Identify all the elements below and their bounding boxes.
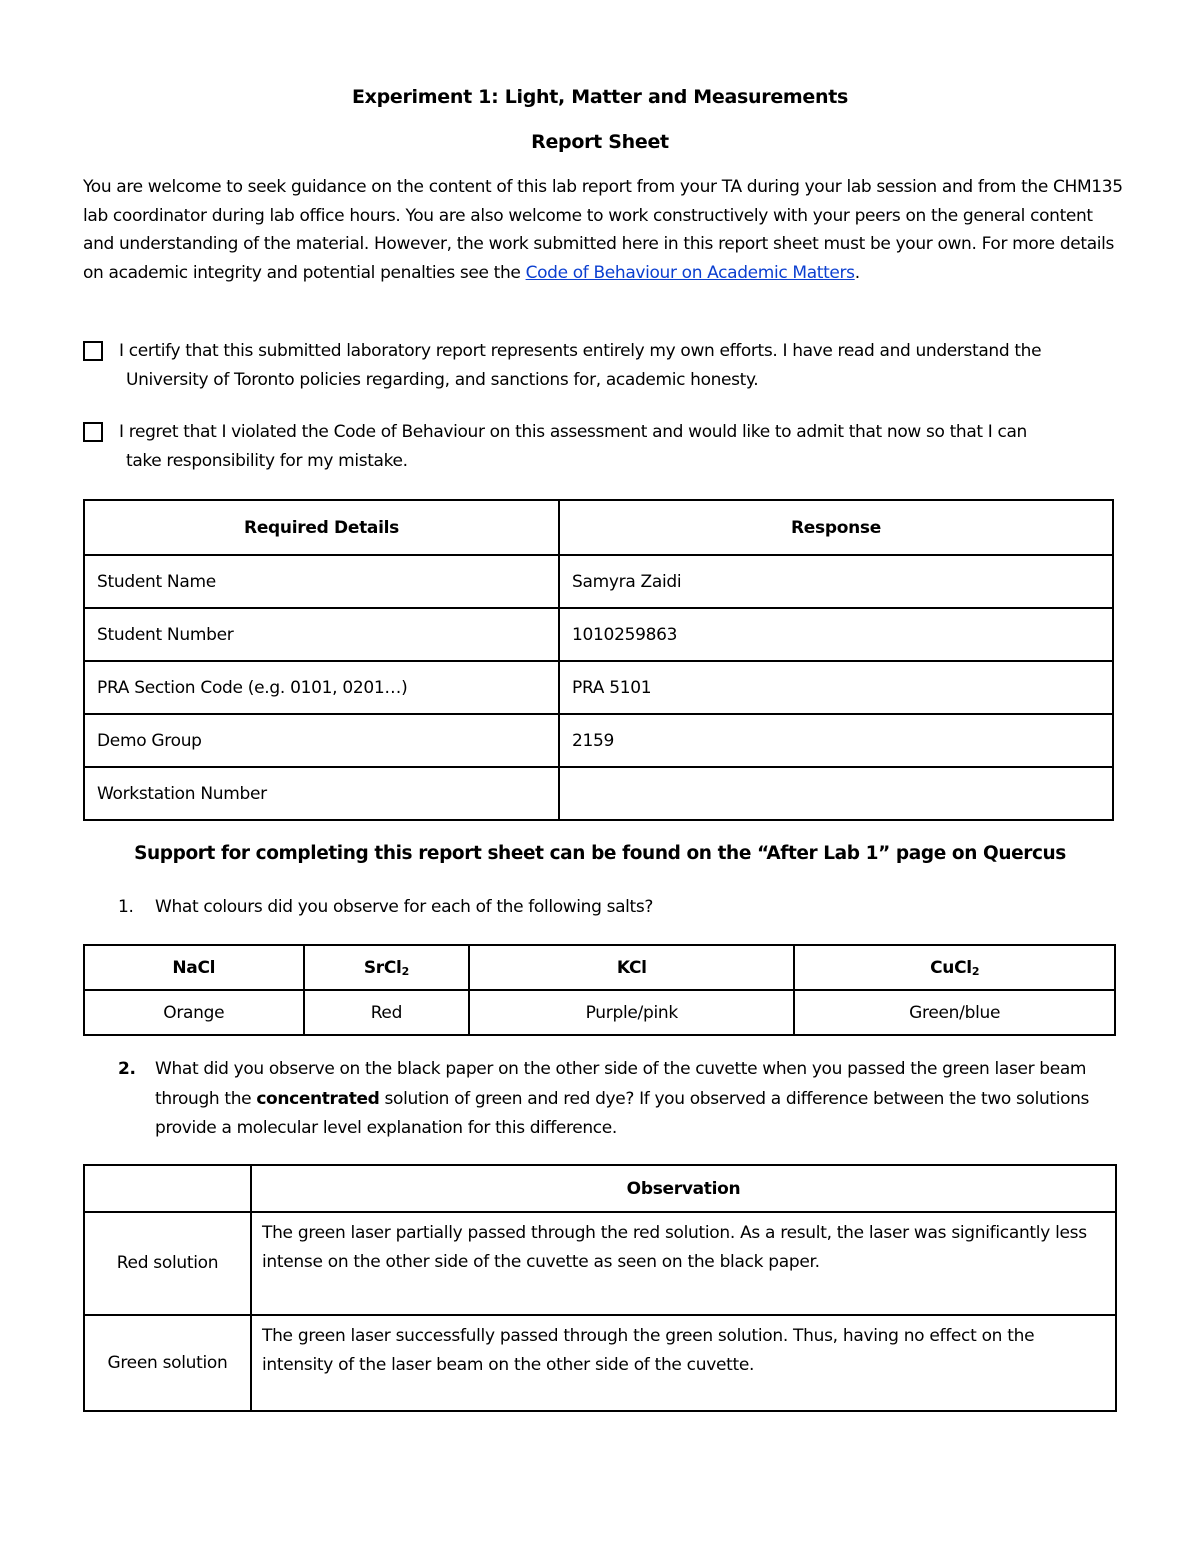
salt-colours-table (83, 944, 1116, 1036)
table-header-row (84, 500, 1113, 555)
question-2-text-a: What did you observe on the black paper on the other side of the cuvette when you passed the green laser beam through the (155, 1059, 1087, 1109)
column-header-response: Response (559, 500, 1113, 555)
cucl2-colour[interactable]: Green/blue (794, 990, 1115, 1035)
salt-header-kcl (469, 945, 794, 990)
nacl-colour[interactable]: Orange (84, 990, 304, 1035)
table-row (84, 1315, 1116, 1411)
code-of-behaviour-link[interactable]: Code of Behaviour on Academic Matters (525, 262, 855, 283)
table-row (84, 990, 1115, 1035)
certify-own-work-item (83, 337, 1123, 395)
table-header-row (84, 1165, 1116, 1212)
question-1-text: What colours did you observe for each of the following salts? (155, 897, 654, 917)
workstation-number-value[interactable] (559, 767, 1113, 820)
observation-table (83, 1164, 1117, 1412)
student-name-label: Student Name (84, 555, 559, 608)
admit-text-line2: take responsibility for my mistake. (126, 451, 408, 471)
admit-text-line1: I regret that I violated the Code of Behaviour on this assessment and would like to admit that now so that I can (119, 422, 1027, 442)
subscript: 2 (971, 964, 980, 978)
salt-header-srcl2 (304, 945, 470, 990)
certify-text-line1: I certify that this submitted laboratory report represents entirely my own efforts. I have read and understand the (119, 341, 1042, 361)
salt-formula: NaCl (172, 957, 216, 978)
table-row (84, 767, 1113, 820)
empty-header-cell (84, 1165, 251, 1212)
green-solution-label: Green solution (84, 1315, 251, 1411)
subscript: 2 (401, 964, 409, 978)
intro-end: . (854, 262, 860, 283)
column-header-observation: Observation (251, 1165, 1116, 1212)
intro-paragraph (83, 173, 1123, 287)
green-solution-observation[interactable]: The green laser successfully passed through the green solution. Thus, having no effect on the intensity of the laser beam on the other side of the cuvette. (251, 1315, 1116, 1411)
salt-header-cucl2 (794, 945, 1115, 990)
certify-text-line2: University of Toronto policies regarding, and sanctions for, academic honesty. (126, 370, 759, 390)
support-heading: Support for completing this report sheet can be found on the “After Lab 1” page on Quercus (134, 843, 1066, 864)
workstation-number-label: Workstation Number (84, 767, 559, 820)
question-2-text (118, 1055, 1108, 1144)
salt-formula: CuCl (930, 957, 972, 978)
srcl2-colour[interactable]: Red (304, 990, 470, 1035)
table-row (84, 555, 1113, 608)
admit-violation-checkbox[interactable] (83, 422, 103, 442)
kcl-colour[interactable]: Purple/pink (469, 990, 794, 1035)
salt-formula: KCl (616, 957, 647, 978)
student-name-value[interactable]: Samyra Zaidi (559, 555, 1113, 608)
pra-section-value[interactable]: PRA 5101 (559, 661, 1113, 714)
question-2-text-b: solution of green and red dye? If you observed a difference between the two solutions provide a molecular level explanation for this difference. (155, 1088, 1090, 1138)
red-solution-label: Red solution (84, 1212, 251, 1315)
demo-group-value[interactable]: 2159 (559, 714, 1113, 767)
red-solution-observation[interactable]: The green laser partially passed through the red solution. As a result, the laser was significantly less intense on the other side of the cuvette as seen on the black paper. (251, 1212, 1116, 1315)
table-row (84, 661, 1113, 714)
admit-violation-item (83, 418, 1123, 476)
certify-checkbox[interactable] (83, 341, 103, 361)
pra-section-label: PRA Section Code (e.g. 0101, 0201…) (84, 661, 559, 714)
table-header-row (84, 945, 1115, 990)
question-2 (118, 1055, 1108, 1144)
demo-group-label: Demo Group (84, 714, 559, 767)
question-2-bold: concentrated (256, 1088, 380, 1109)
question-2-number: 2. (118, 1059, 136, 1079)
required-details-table (83, 499, 1114, 821)
salt-formula: SrCl (363, 957, 402, 978)
page-title: Experiment 1: Light, Matter and Measurements (351, 86, 849, 108)
salt-header-nacl (84, 945, 304, 990)
student-number-value[interactable]: 1010259863 (559, 608, 1113, 661)
question-1 (118, 893, 1108, 923)
table-row (84, 608, 1113, 661)
page-subtitle: Report Sheet (531, 131, 669, 153)
table-row (84, 1212, 1116, 1315)
question-1-number: 1. (118, 897, 134, 917)
student-number-label: Student Number (84, 608, 559, 661)
column-header-required-details: Required Details (84, 500, 559, 555)
intro-text: You are welcome to seek guidance on the content of this lab report from your TA during your lab session and from the CHM135 lab coordinator during lab office hours. You are also welcome to work constructively with your peers on the general content and understanding of the material. However, the work submitted here in this report sheet must be your own. For more details on academic integrity and potential penalties see the (83, 177, 1123, 283)
table-row (84, 714, 1113, 767)
